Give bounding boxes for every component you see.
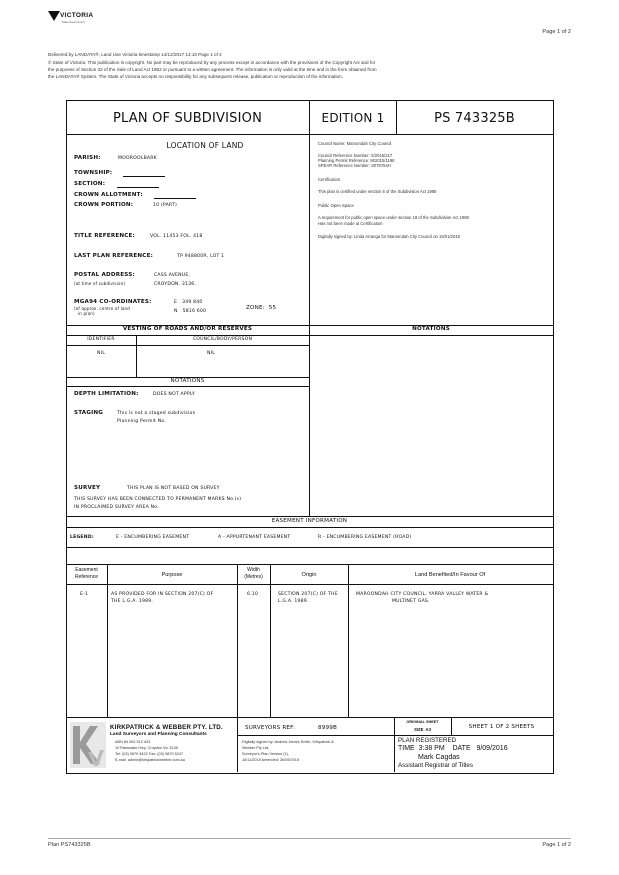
location-heading: LOCATION OF LAND bbox=[166, 141, 244, 150]
council-name: Council Name: Maroondah City Council bbox=[318, 141, 392, 146]
vesting-col-line bbox=[66, 345, 309, 346]
easement-row-benefit-2: MULTINET GAS. bbox=[392, 599, 430, 604]
mga-zone: ZONE: 55 bbox=[246, 305, 277, 311]
edition-label: EDITION 1 bbox=[321, 111, 385, 125]
company-abn: ABN 84 062 512 403 bbox=[115, 740, 151, 744]
allotment-blank bbox=[154, 198, 196, 199]
easement-col-ref-2: Reference bbox=[74, 574, 99, 580]
page-number-top: Page 1 of 2 bbox=[542, 29, 571, 35]
easement-col-line bbox=[66, 584, 553, 585]
council-reference: Council Reference Number: S/2015/217 bbox=[318, 153, 393, 158]
portion-label: CROWN PORTION: bbox=[74, 202, 134, 208]
title-reference-value: VOL. 11453 FOL. 418 bbox=[150, 234, 203, 239]
notations-right-heading: NOTATIONS bbox=[412, 326, 450, 332]
company-sub: Land Surveyors and Planning Consultants bbox=[110, 732, 207, 737]
legend-r: R - ENCUMBERING EASEMENT (ROAD) bbox=[318, 535, 412, 540]
planning-permit-reference: Planning Permit Reference: M/2015/1198 bbox=[318, 158, 395, 163]
depth-limitation-label: DEPTH LIMITATION: bbox=[74, 391, 139, 397]
legend-e: E - ENCUMBERING EASEMENT bbox=[116, 535, 190, 540]
public-open-space-text: A requirement for public open space under section 18 of the Subdivision Act 1988 bbox=[318, 215, 469, 220]
section-blank bbox=[117, 187, 159, 188]
easement-heading: EASEMENT INFORMATION bbox=[271, 518, 348, 524]
postal-label: POSTAL ADDRESS: bbox=[74, 272, 135, 278]
easement-table-top bbox=[66, 564, 553, 565]
plan-frame bbox=[66, 100, 554, 774]
easement-col-origin: Origin bbox=[301, 572, 317, 578]
copyright-line-3: the LANDATA® System. The State of Victoria accepts no responsibility for any subsequent release, publication or reproduction of the information. bbox=[48, 74, 343, 79]
parish-label: PARISH: bbox=[74, 155, 101, 161]
survey-line-2: IN PROCLAIMED SURVEY AREA No. bbox=[74, 505, 159, 510]
last-plan-value: TP 948800R, LOT 1 bbox=[177, 254, 225, 259]
vesting-header-line bbox=[66, 335, 553, 336]
mga-sub-2: in plan) bbox=[78, 311, 95, 316]
portion-value: 10 (PART) bbox=[153, 203, 177, 208]
registrar-title: Assistant Registrar of Titles bbox=[398, 762, 473, 769]
easement-row-purpose-2: THE L.G.A. 1989. bbox=[111, 599, 153, 604]
kw-logo bbox=[70, 722, 106, 768]
township-blank bbox=[123, 176, 165, 177]
signed-line-2: Webber Pty Ltd, bbox=[242, 746, 270, 750]
title-reference-label: TITLE REFERENCE: bbox=[74, 233, 135, 239]
vesting-row-council: NIL bbox=[207, 351, 215, 356]
notations-heading: NOTATIONS bbox=[170, 378, 205, 384]
easement-row-ref: E-1 bbox=[80, 592, 89, 597]
easement-col-div-4 bbox=[348, 564, 349, 717]
easement-col-ref-1: Easement bbox=[75, 567, 98, 573]
page-footer-plan: Plan PS743325B bbox=[48, 842, 91, 848]
postal-line-2: CROYDON. 3136. bbox=[154, 282, 197, 287]
original-sheet-size: SIZE A3 bbox=[414, 727, 431, 732]
easement-row-origin-2: L.G.A. 1989. bbox=[278, 599, 309, 604]
mga-label: MGA94 CO-ORDINATES: bbox=[74, 299, 152, 305]
spear-reference: SPEAR Reference Number: S076754H bbox=[318, 163, 391, 168]
copyright-line-2: the purposes of Section 32 of the Sale of Land Act 1962 or pursuant to a written agreement. The information is only valid at the time and in the form obtained from bbox=[48, 67, 377, 72]
plan-registered-label: PLAN REGISTERED bbox=[398, 737, 457, 744]
public-open-space-status: Has not been made at Certification bbox=[318, 221, 383, 226]
footer-div-company bbox=[237, 717, 238, 772]
mga-easting: E 349 840 bbox=[174, 300, 203, 305]
easement-col-benefit: Land Benefited/In Favour Of bbox=[414, 572, 486, 578]
footer-div-registered bbox=[394, 735, 395, 772]
original-sheet-label: ORIGINAL SHEET bbox=[406, 720, 439, 724]
surveyor-ref-value: 8999B bbox=[318, 725, 338, 731]
easement-row-purpose-1: AS PROVIDED FOR IN SECTION 207(C) OF bbox=[111, 592, 214, 597]
certification-text: This plan is certified under section 6 of the Subdivision Act 1988 bbox=[318, 189, 437, 194]
section-label: SECTION: bbox=[74, 181, 106, 187]
surveyor-ref-label: SURVEYORS REF: bbox=[245, 725, 296, 731]
footer-ref-line bbox=[237, 735, 553, 736]
vesting-col-identifier: IDENTIFIER bbox=[87, 337, 115, 342]
easement-col-div-3 bbox=[270, 564, 271, 717]
sheet-count: SHEET 1 OF 2 SHEETS bbox=[468, 724, 535, 730]
easement-col-width-2: (Metres) bbox=[244, 574, 263, 580]
company-email: E-mail: admin@kirkpatrickwebber.com.au bbox=[115, 758, 185, 762]
plan-number: PS 743325B bbox=[434, 111, 515, 126]
plan-title: PLAN OF SUBDIVISION bbox=[112, 111, 263, 126]
easement-col-width-1: Width bbox=[247, 567, 260, 573]
registrar-name: Mark Cagdas bbox=[418, 754, 460, 761]
company-phone: Tel: (03) 9870 4422 Fax: (03) 9870 5247 bbox=[115, 752, 183, 756]
easement-header-line bbox=[66, 527, 553, 528]
legend-a: A - APPURTENANT EASEMENT bbox=[218, 535, 291, 540]
vesting-heading: VESTING OF ROADS AND/OR RESERVES bbox=[122, 326, 253, 332]
easement-row-origin-1: SECTION 207(C) OF THE bbox=[278, 592, 338, 597]
vesting-row-identifier: NIL bbox=[97, 351, 105, 356]
staging-label: STAGING bbox=[74, 410, 104, 416]
legend-label: LEGEND: bbox=[70, 535, 94, 540]
staging-line-1: This is not a staged subdivision bbox=[117, 411, 196, 416]
vesting-col-council: COUNCIL/BODY/PERSON bbox=[192, 337, 253, 342]
kw-logo-graphic bbox=[70, 722, 106, 768]
parish-value: MOOROOLBARK bbox=[118, 156, 157, 161]
registration-time-date: TIME 3:38 PM DATE 9/09/2016 bbox=[398, 745, 508, 752]
allotment-label: CROWN ALLOTMENT: bbox=[74, 192, 143, 198]
signed-line-4: 15/11/2015 Amended: 26/09/2015 bbox=[242, 758, 299, 762]
township-label: TOWNSHIP: bbox=[74, 170, 113, 176]
notations-header-line bbox=[66, 386, 309, 387]
easement-col-purpose: Purpose bbox=[161, 572, 183, 578]
survey-line-1: THIS SURVEY HAS BEEN CONNECTED TO PERMANENT MARKS No.(s) bbox=[74, 497, 242, 502]
survey-value: THIS PLAN IS NOT BASED ON SURVEY bbox=[127, 486, 220, 491]
postal-sub: (at time of subdivision) bbox=[74, 281, 126, 286]
victoria-logo-sub: State Government bbox=[62, 20, 85, 24]
easement-row-benefit-1: MAROONDAH CITY COUNCIL, YARRA VALLEY WATER & bbox=[356, 592, 489, 597]
depth-limitation-value: DOES NOT APPLY bbox=[153, 392, 195, 397]
last-plan-label: LAST PLAN REFERENCE: bbox=[74, 253, 154, 259]
postal-line-1: CASS AVENUE, bbox=[154, 273, 191, 278]
easement-row-width: 6.10 bbox=[247, 592, 259, 597]
easement-col-div-1 bbox=[107, 564, 108, 717]
signed-line-1: Digitally signed by: Andrew James Smith, Kirkpatrick & bbox=[242, 740, 334, 744]
page-footer-page: Page 1 of 2 bbox=[542, 842, 571, 848]
public-open-space-heading: Public Open Space bbox=[318, 203, 354, 208]
mga-northing: N 5816 600 bbox=[174, 309, 207, 314]
staging-line-2: Planning Permit No. bbox=[117, 419, 166, 424]
victoria-logo bbox=[48, 10, 94, 32]
victoria-logo-text: VICTORIA bbox=[60, 12, 94, 19]
company-address: 10 Ramsdale Hwy, Croydon Vic 3136 bbox=[115, 746, 178, 750]
easement-top-line bbox=[66, 516, 553, 517]
victoria-logo-mark bbox=[48, 11, 60, 21]
delivered-line: Delivered by LANDATA®, Land Use Victoria timestamp 14/12/2017 14:10 Page 1 of 2 bbox=[48, 52, 222, 57]
footer-block-top bbox=[66, 717, 553, 718]
company-name: KIRKPATRICK & WEBBER PTY. LTD. bbox=[110, 724, 223, 731]
easement-col-div-2 bbox=[237, 564, 238, 717]
council-signature: Digitally signed by: Linda Arranga for Maroondah City Council on 15/01/2016 bbox=[318, 234, 460, 239]
legend-line bbox=[66, 547, 553, 548]
survey-label: SURVEY bbox=[74, 485, 101, 491]
copyright-line-1: © State of Victoria. This publication is copyright. No part may be reproduced by any process except in accordance with the provisions of the Copyright Act and for bbox=[48, 60, 376, 65]
certification-heading: Certification bbox=[318, 177, 341, 182]
mga-sub-1: (of approx. centre of land bbox=[74, 306, 131, 311]
signed-line-3: Surveyor's Plan Version (1), bbox=[242, 752, 289, 756]
page-footer-rule bbox=[48, 838, 571, 839]
